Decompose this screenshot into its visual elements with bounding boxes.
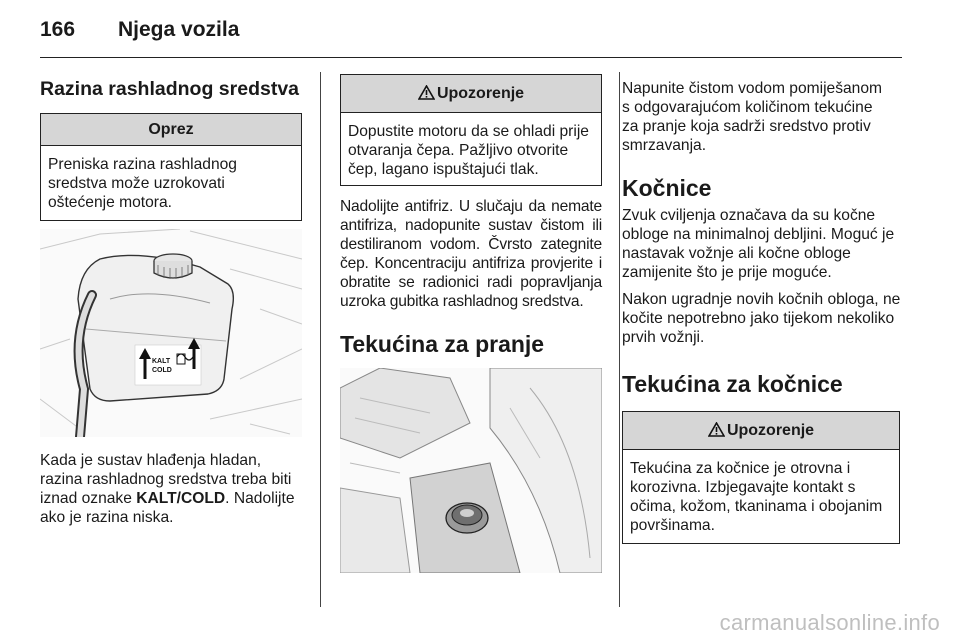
section-heading-washer-fluid: Tekućina za pranje	[340, 331, 545, 357]
page-number: 166	[40, 18, 76, 41]
column-3	[622, 79, 902, 544]
header-rule	[40, 57, 902, 58]
warning-title: Upozorenje	[436, 85, 525, 102]
column-divider	[320, 72, 321, 607]
coolant-level-text: Kada je sustav hlađenja hladan, razina rashladnog sredstva treba biti iznad oznake KALT/COLD. Nadolijte ako je razina niska.	[40, 452, 295, 526]
coolant-reservoir-illustration	[40, 229, 302, 437]
warning-text: Dopustite motoru da se ohladi prije otvaranja čepa. Pažljivo otvorite čep, lagano ispuštajući tlak.	[348, 123, 589, 178]
section-heading-brakes: Kočnice	[622, 175, 712, 201]
figure-label-kalt: KALT	[152, 358, 171, 365]
brakes-text-2: Nakon ugradnje novih kočnih obloga, ne kočite nepotrebno jako tijekom nekoliko prvih vožnji.	[622, 291, 901, 346]
warning-triangle-icon	[708, 414, 725, 451]
washer-fluid-reservoir-illustration	[340, 368, 602, 573]
figure-label-cold: COLD	[152, 367, 172, 374]
warning-title: Upozorenje	[726, 422, 815, 439]
caution-title: Oprez	[41, 114, 301, 146]
warning-box-coolant	[340, 74, 602, 186]
watermark: carmanualsonline.info	[719, 610, 940, 635]
washer-fluid-text: Napunite čistom vodom pomiješanom s odgovarajućom količinom tekućine za pranje koja sadrži sredstvo protiv smrzavanja.	[622, 80, 883, 154]
page-header	[40, 18, 239, 42]
section-heading-coolant: Razina rashladnog sredstva	[40, 78, 300, 100]
column-divider	[619, 72, 620, 607]
brakes-text-1: Zvuk cviljenja označava da su kočne obloge na minimalnoj debljini. Moguć je nastavak vožnje ali kočne obloge zamijenite što je prije moguće.	[622, 207, 895, 281]
warning-box-brake-fluid	[622, 411, 900, 544]
caution-box	[40, 113, 302, 221]
caution-text: Preniska razina rashladnog sredstva može uzrokovati oštećenje motora.	[48, 156, 237, 211]
page-title: Njega vozila	[118, 18, 240, 41]
antifreeze-text: Nadolijte antifriz. U slučaju da nemate antifriza, nadopunite sustav čistom ili destiliranom vodom. Čvrsto zategnite čep. Koncentraciju antifriza provjerite i obratite se radionici radi popravljanja uzroka gubitka rashladnog sredstva.	[340, 198, 602, 310]
warning-triangle-icon	[418, 77, 435, 114]
section-heading-brake-fluid: Tekućina za kočnice	[622, 371, 843, 397]
column-1	[40, 70, 302, 527]
brake-fluid-warning-text: Tekućina za kočnice je otrovna i korozivna. Izbjegavajte kontakt s očima, kožom, tkaninama i obojanim površinama.	[630, 460, 883, 534]
column-2	[340, 74, 602, 573]
